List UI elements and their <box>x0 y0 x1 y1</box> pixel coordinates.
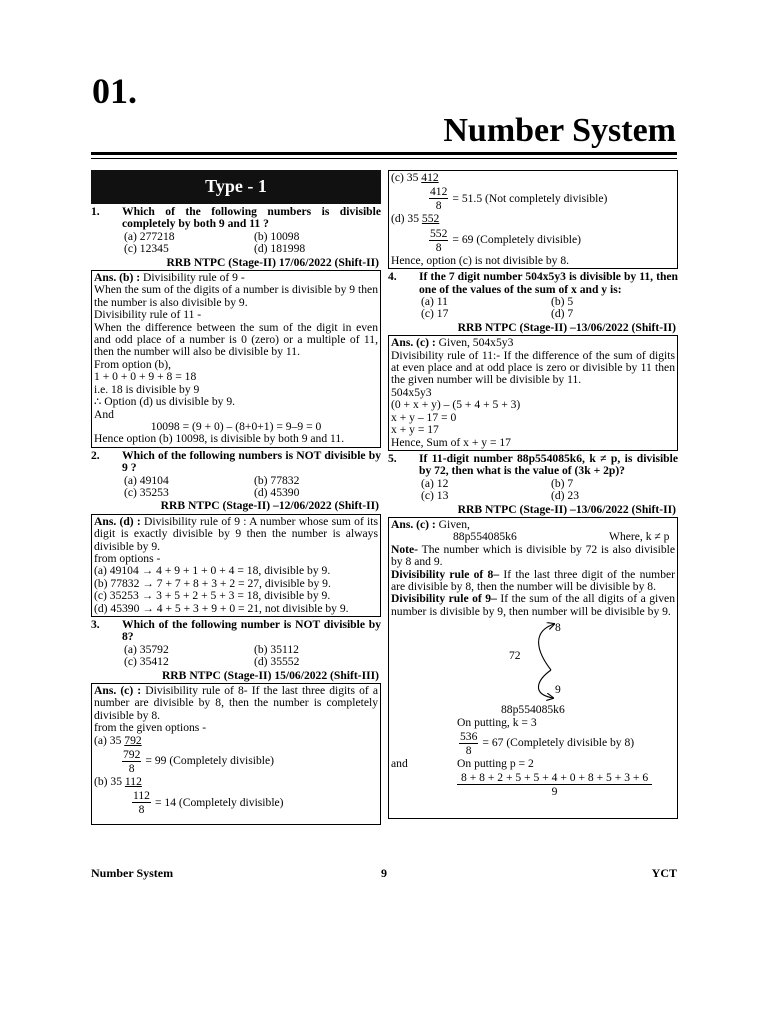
option-d-line: (d) 35 552 <box>391 212 440 226</box>
exam-source: RRB NTPC (Stage-II) –13/06/2022 (Shift-II) <box>457 502 676 516</box>
option: (c) 13 <box>421 489 449 503</box>
answer-line: i.e. 18 is divisible by 9 <box>94 382 200 396</box>
answer-line: Divisibility rule of 11 - <box>94 308 202 322</box>
question-4 <box>388 271 678 296</box>
answer-line: Divisibility rule of 9 : A number whose sum of its digit is exactly divisible by 9 then the number is always divisible by 9. <box>94 514 378 553</box>
option: (a) 277218 <box>124 229 175 243</box>
answer-line: from options - <box>94 551 161 565</box>
type-heading: Type - 1 <box>91 170 381 204</box>
option: (d) 45390 <box>254 485 300 499</box>
answer-line: (a) 49104 → 4 + 9 + 1 + 0 + 4 = 18, divisible by 9. <box>94 564 331 578</box>
option: (c) 17 <box>421 307 449 321</box>
answer-line: Divisibility rule of 8- If the last three digits of a number are divisible by 8, then the number is completely divisible by 8. <box>94 684 378 722</box>
options <box>91 644 381 669</box>
right-column <box>388 170 678 819</box>
answer-line: x + y – 17 = 0 <box>391 410 457 424</box>
answer-box <box>91 514 381 617</box>
option: (a) 49104 <box>124 473 169 487</box>
answer-label: Ans. (c) : <box>391 517 436 531</box>
option: (b) 7 <box>551 476 574 490</box>
divisor-72: 72 <box>509 649 521 663</box>
fraction-result: = 67 (Completely divisible by 8) <box>482 736 635 750</box>
question-number: 5. <box>388 451 397 465</box>
option: (d) 35552 <box>254 655 300 669</box>
question-1 <box>91 206 381 231</box>
footer-right: YCT <box>651 866 677 880</box>
exam-source: RRB NTPC (Stage-II) 17/06/2022 (Shift-II) <box>166 255 379 269</box>
answer-label: Ans. (b) : <box>94 271 141 285</box>
option: (a) 11 <box>421 295 448 309</box>
question-text: If 11-digit number 88p554085k6, k ≠ p, is divisible by 72, then what is the value of (3k + 2p)? <box>419 451 678 478</box>
fraction: $\frac{112}{8}$ <box>133 789 150 817</box>
answer-box <box>91 683 381 825</box>
answer-line: Hence, Sum of x + y = 17 <box>391 435 511 449</box>
exam-source: RRB NTPC (Stage-II) –13/06/2022 (Shift-II) <box>457 320 676 334</box>
option-b-line: (b) 35 112 <box>94 775 142 789</box>
rule8-line: Divisibility rule of 8– If the last three digit of the number are divisible by 8, then the number will be divisible by 8. <box>391 567 675 593</box>
options <box>388 296 678 321</box>
options <box>388 478 678 503</box>
question-number: 2. <box>91 448 100 462</box>
page-number: 9 <box>381 866 387 880</box>
header-rule-thin <box>91 158 677 159</box>
fraction-line <box>391 185 675 212</box>
option: (b) 5 <box>551 295 574 309</box>
option-a-line: (a) 35 792 <box>94 733 142 747</box>
answer-box-continued <box>388 170 678 269</box>
option: (d) 181998 <box>254 242 306 256</box>
fraction: $\frac{536}{8}$ <box>460 730 478 757</box>
answer-line: (0 + x + y) – (5 + 4 + 5 + 3) <box>391 398 521 412</box>
exam-source: RRB NTPC (Stage-II) 15/06/2022 (Shift-III) <box>161 668 379 682</box>
option: (a) 35792 <box>124 642 169 656</box>
fraction-result: = 14 (Completely divisible) <box>154 795 284 809</box>
answer-line: Divisibility rule of 11:- If the difference of the sum of digits at even place and at odd place is zero or divisible by 11 then the given number will be divisible by 11. <box>391 348 675 387</box>
question-text: Which of the following numbers is divisible completely by both 9 and 11 ? <box>122 205 381 231</box>
answer-line: ∴ Option (d) us divisible by 9. <box>94 395 236 409</box>
answer-label: Ans. (d) : <box>94 514 141 528</box>
fraction-line <box>391 771 675 798</box>
arrow-to-8 <box>539 624 554 670</box>
option: (c) 12345 <box>124 242 169 256</box>
answer-box <box>91 270 381 448</box>
arrow-to-9 <box>538 670 553 698</box>
footer-left: Number System <box>91 866 174 880</box>
answer-line: Given, <box>435 517 470 531</box>
given-condition: Where, k ≠ p <box>609 530 670 544</box>
option: (c) 35253 <box>124 485 169 499</box>
answer-line: 10098 = (9 + 0) – (8+0+1) = 9–9 = 0 <box>150 419 322 433</box>
answer-line: (b) 77832 → 7 + 7 + 8 + 3 + 2 = 27, divisible by 9. <box>94 576 331 590</box>
fraction: $\frac{412}{8}$ <box>430 185 448 213</box>
question-text: Which of the following numbers is NOT divisible by 9 ? <box>122 448 381 475</box>
rule9-line: Divisibility rule of 9– If the sum of the all digits of a given number is divisible by 9, then number will be divisible by 9. <box>391 592 675 618</box>
question-text: Which of the following number is NOT divisible by 8? <box>122 618 381 644</box>
divisibility-diagram <box>391 618 675 704</box>
question-number: 3. <box>91 618 100 631</box>
answer-box <box>388 517 678 819</box>
fraction-line <box>94 748 378 775</box>
left-column <box>91 170 381 825</box>
answer-line: from the given options - <box>94 721 207 735</box>
divisor-8: 8 <box>555 621 561 635</box>
fraction: $\frac{792}{8}$ <box>123 748 141 776</box>
fraction: $\frac{8 + 8 + 2 + 5 + 5 + 4 + 0 + 8 + 5 + 3 + 6}{9}$ <box>457 771 652 798</box>
fraction-line <box>391 227 675 254</box>
option: (c) 35412 <box>124 655 169 669</box>
question-text: If the 7 digit number 504x5y3 is divisible by 11, then one of the values of the sum of x and y is: <box>419 270 678 296</box>
chapter-number: 01. <box>92 71 137 111</box>
fraction-result: = 99 (Completely divisible) <box>145 754 274 768</box>
note-line: Note- The number which is divisible by 72 is also divisible by 8 and 9. <box>391 542 675 569</box>
answer-line: When the difference between the sum of the digit in even and odd place of a number is 0 (zero) or a multiple of 11, then the number will also be divisible by 11. <box>94 320 378 359</box>
answer-line: On putting, k = 3 <box>457 715 537 729</box>
question-number: 4. <box>388 270 397 284</box>
fraction-result: = 69 (Completely divisible) <box>452 233 581 247</box>
fraction: $\frac{552}{8}$ <box>430 226 448 254</box>
answer-line: x + y = 17 <box>391 423 439 437</box>
answer-line: When the sum of the digits of a number is divisible by 9 then the number is also divisible by 9. <box>94 283 378 309</box>
answer-label: Ans. (c) : <box>94 684 142 698</box>
answer-line: 504x5y3 <box>391 385 432 399</box>
answer-label: Ans. (c) : <box>391 336 436 350</box>
option: (b) 10098 <box>254 229 300 243</box>
fraction-line <box>391 730 675 757</box>
answer-line: Hence option (b) 10098, is divisible by both 9 and 11. <box>94 432 345 446</box>
given-number: 88p554085k6 <box>453 530 517 544</box>
chapter-title: Number System <box>443 112 676 149</box>
option: (b) 35112 <box>254 642 299 656</box>
answer-line: (d) 45390 → 4 + 5 + 3 + 9 + 0 = 21, not divisible by 9. <box>94 601 349 615</box>
diagram-number: 88p554085k6 <box>501 703 565 717</box>
header-rule-thick <box>91 152 677 155</box>
answer-line: Hence, option (c) is not divisible by 8. <box>391 253 570 267</box>
answer-line: 1 + 0 + 0 + 9 + 8 = 18 <box>94 370 197 384</box>
option: (d) 23 <box>551 489 580 503</box>
question-5 <box>388 453 678 478</box>
divisor-9: 9 <box>555 683 561 697</box>
answer-box <box>388 335 678 451</box>
answer-line: (c) 35253 → 3 + 5 + 2 + 5 + 3 = 18, divisible by 9. <box>94 589 331 603</box>
answer-line: And <box>94 407 114 421</box>
question-number: 1. <box>91 205 100 218</box>
question-3 <box>91 619 381 644</box>
fraction-result: = 51.5 (Not completely divisible) <box>452 191 608 205</box>
options <box>91 231 381 256</box>
fraction-line <box>94 789 378 816</box>
option-c-line: (c) 35 412 <box>391 171 439 184</box>
exam-source: RRB NTPC (Stage-II) –12/06/2022 (Shift-II) <box>160 499 379 513</box>
curved-arrows-svg <box>501 618 701 704</box>
answer-line: and On putting p = 2 <box>391 757 534 770</box>
options <box>91 475 381 500</box>
option: (d) 7 <box>551 307 574 321</box>
answer-line: From option (b), <box>94 357 171 371</box>
answer-line: Given, 504x5y3 <box>435 336 514 350</box>
question-2 <box>91 450 381 475</box>
answer-line: Divisibility rule of 9 - <box>140 271 245 285</box>
option: (a) 12 <box>421 476 449 490</box>
option: (b) 77832 <box>254 473 300 487</box>
